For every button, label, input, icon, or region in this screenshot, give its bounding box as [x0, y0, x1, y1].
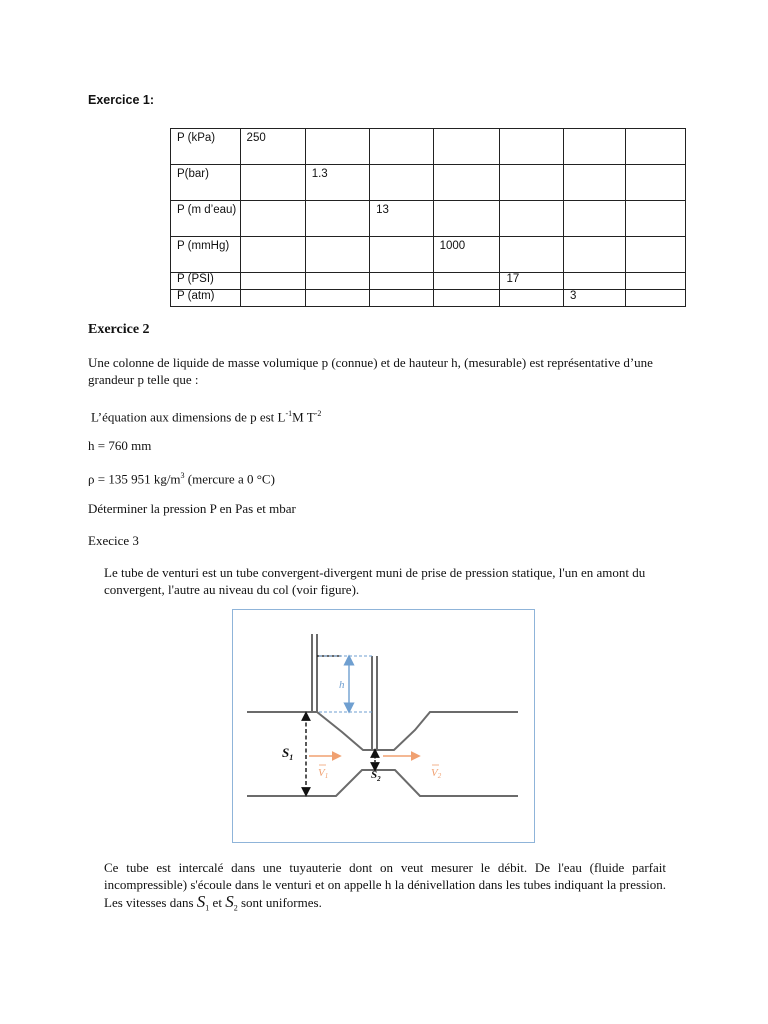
table-row	[171, 290, 686, 307]
table-cell	[500, 129, 564, 165]
table-cell	[433, 201, 500, 237]
table-cell: 1.3	[305, 165, 369, 201]
table-cell	[305, 201, 369, 237]
table-cell	[305, 290, 369, 307]
table-cell	[500, 290, 564, 307]
exercise2-intro: Une colonne de liquide de masse volumique p (connue) et de hauteur h, (mesurable) est représentative d’une grandeur p telle que :	[88, 355, 653, 387]
table-cell	[625, 165, 685, 201]
row-label: P(bar)	[171, 165, 241, 201]
table-row	[171, 129, 686, 165]
table-row	[171, 273, 686, 290]
venturi-figure	[232, 609, 535, 843]
table-row	[171, 165, 686, 201]
exercise3-description: Ce tube est intercalé dans une tuyauterie dont on veut mesurer le débit. De l'eau (fluide parfait incompressible) s'écoule dans le venturi et on appelle h la dénivellation dans les tubes indiquant la pression. Les vitesses dans $S_1$ et $S_2$ sont uniformes.	[104, 860, 666, 913]
exercise2-task: Déterminer la pression P en Pas et mbar	[88, 501, 296, 516]
dimension-equation: L’équation aux dimensions de p est $L^{-1}M$ $T^{-2}$	[91, 409, 322, 425]
table-cell	[433, 129, 500, 165]
table-cell	[625, 237, 685, 273]
table-cell: 3	[563, 290, 625, 307]
s2-label: $S_2$	[371, 769, 381, 783]
pipe-lower-wall	[247, 770, 518, 796]
density-value: ρ = 135 951 $kg/m^3$ (mercure a 0 °C)	[88, 471, 275, 487]
pressure-conversion-table	[170, 128, 686, 307]
table-cell: 13	[370, 201, 434, 237]
table-row	[171, 237, 686, 273]
row-label: P (atm)	[171, 290, 241, 307]
row-label: P (m d’eau)	[171, 201, 241, 237]
table-cell	[563, 273, 625, 290]
table-cell	[370, 129, 434, 165]
table-cell	[370, 165, 434, 201]
table-cell	[240, 165, 305, 201]
table-row	[171, 201, 686, 237]
table-cell	[500, 201, 564, 237]
height-value: h = 760 mm	[88, 438, 152, 453]
table-cell: 250	[240, 129, 305, 165]
table-cell	[433, 273, 500, 290]
table-cell	[563, 165, 625, 201]
table-cell	[625, 129, 685, 165]
row-label: P (kPa)	[171, 129, 241, 165]
table-cell	[433, 165, 500, 201]
table-cell	[370, 290, 434, 307]
row-label: P (PSI)	[171, 273, 241, 290]
v1-label: V1	[318, 767, 329, 780]
table-cell	[240, 273, 305, 290]
row-label: P (mmHg)	[171, 237, 241, 273]
table-cell	[240, 237, 305, 273]
table-cell	[625, 290, 685, 307]
table-cell	[625, 201, 685, 237]
table-cell: 1000	[433, 237, 500, 273]
table-cell	[625, 273, 685, 290]
table-cell	[240, 201, 305, 237]
table-cell	[370, 273, 434, 290]
table-cell	[500, 165, 564, 201]
table-cell	[563, 129, 625, 165]
table-cell	[305, 129, 369, 165]
h-label: h	[339, 679, 345, 691]
table-cell	[563, 237, 625, 273]
table-cell	[563, 201, 625, 237]
exercise1-title: Exercice 1:	[88, 93, 155, 107]
v2-label: V2	[431, 767, 442, 780]
table-cell	[305, 237, 369, 273]
table-cell	[433, 290, 500, 307]
table-cell	[305, 273, 369, 290]
venturi-diagram	[233, 610, 534, 842]
table-cell	[370, 237, 434, 273]
exercise2-title: Exercice 2	[88, 322, 150, 337]
table-cell	[240, 290, 305, 307]
exercise3-title: Execice 3	[88, 533, 139, 548]
s1-label: $S_1$	[282, 745, 294, 762]
table-cell: 17	[500, 273, 564, 290]
table-cell	[500, 237, 564, 273]
exercise3-intro: Le tube de venturi est un tube convergent-divergent muni de prise de pression statique, l'un en amont du convergent, l'autre au niveau du col (voir figure).	[104, 565, 646, 597]
